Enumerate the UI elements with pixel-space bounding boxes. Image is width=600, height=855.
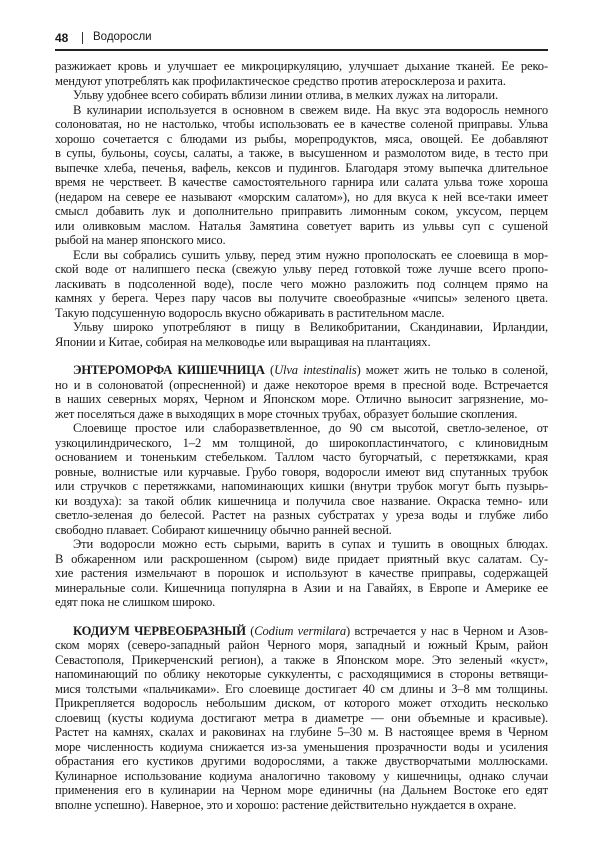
text-line: вполне успешно). Наверное, это и хорошо: растение действительно нуждается в охране. xyxy=(55,797,517,812)
paragraph xyxy=(55,638,548,812)
running-header xyxy=(55,31,548,49)
section-heading-line xyxy=(55,624,548,639)
text-line: выпечке хлеба, печенья, вафель, кексов и пудингов. Благодаря этому выпечка длительное xyxy=(55,160,548,175)
text-line: Прикрепляется водоросль небольшим диском, от которого может отходить несколько xyxy=(55,696,548,710)
text-line: Севастополя, Прикерченский регион), а также в Японском море. Это зеленый «куст», xyxy=(55,652,548,667)
text-line: но и в солоноватой (опресненной) и даже некоторое время в пресной воде. Встречается xyxy=(55,377,548,392)
text-line: рыбой на манер японского мисо. xyxy=(55,233,226,247)
paragraph xyxy=(55,103,548,248)
text-line: мендуют употреблять как профилактическое средство против атеросклероза и рахита. xyxy=(55,73,506,88)
text-line: Такую подсушенную водоросль вкусно обжаривать в растительном масле. xyxy=(55,305,445,320)
text-line: ровные, волнистые или курчавые. Грубо говоря, водоросли имеют вид спутанных трубок xyxy=(55,464,548,479)
paragraph xyxy=(55,320,548,349)
text-line: Эти водоросли можно есть сырыми, варить в супах и тушить в овощных блюдах. xyxy=(73,537,548,551)
text-line: слоевищ (кусты кодиума достигают метра в диаметре — они объемные и красивые). xyxy=(55,710,548,725)
line-text: ) встречается у нас в Черном и Азов- xyxy=(345,623,548,638)
text-line: обрастания его кустиков другими водорослями, а также двустворчатыми моллюсками. xyxy=(55,754,548,768)
text-line: минеральные соли. Кишечница популярна в Азии и на Гавайях, в Европе и Америке ее xyxy=(55,580,548,595)
text-line: море численность кодиума снижается из-за уменьшения прозрачности воды и усиления xyxy=(55,739,548,754)
text-line: применения его в кулинарии на Черном море единичны (на Дальнем Востоке его едят xyxy=(55,783,548,797)
paragraph xyxy=(55,248,548,321)
text-line: В обжаренном или раскрошенном (сыром) виде придает приятный вкус салатам. Су- xyxy=(55,551,548,566)
section-0 xyxy=(55,59,548,349)
paragraph xyxy=(55,537,548,610)
species-name: ЭНТЕРОМОРФА КИШЕЧНИЦА xyxy=(73,363,265,377)
text-line: или оливковым маслом. Наталья Замятина советует варить из ульвы суп с сушеной xyxy=(55,218,548,233)
text-line: Кулинарное использование кодиума аналогично таковому у кишечницы, однако случаи xyxy=(55,768,548,783)
text-line: Ульву удобнее всего собирать вблизи линии отлива, в мелких лужах на литорали. xyxy=(73,88,498,102)
section-1 xyxy=(55,363,548,610)
text-line: Слоевище простое или слаборазветвленное, до 90 см высотой, светло-зеленое, от xyxy=(73,421,548,435)
text-line: смысл добавить лук и дополнительно приправить лимонным соком, уксусом, перцем xyxy=(55,204,548,218)
page-body xyxy=(55,59,548,812)
paren-open: ( xyxy=(245,623,255,638)
text-line: мися толстыми «пальчиками». Его слоевище достигает 40 см длины и 3–8 мм толщины. xyxy=(55,681,548,696)
text-line: основанием и тоненьким стебельком. Таллом часто бугорчатый, с перетяжками, края xyxy=(55,450,548,464)
text-line: хие растения измельчают в порошок и используют в качестве приправы, содержащей xyxy=(55,566,548,580)
text-line: светло-зеленая до белесой. Растет на разных субстратах у уреза воды и глубже либо xyxy=(55,508,548,522)
text-line: Японии и Китае, собирая на мелководье или выращивая на плантациях. xyxy=(55,334,431,349)
section-heading-line xyxy=(55,363,548,378)
latin-name: Ulva intestinalis xyxy=(274,363,357,377)
text-line: едят пока не слишком широко. xyxy=(55,595,216,609)
text-line: камнях у берега. Через пару часов вы получите своеобразные «чипсы» зеленого цвета. xyxy=(55,291,548,305)
text-line: хорошо сочетается с блюдами из рыбы, морепродуктов, мяса, овощей. Ее добавляют xyxy=(55,131,548,146)
line-text: ) может жить не только в соленой, xyxy=(356,363,548,377)
paren-open: ( xyxy=(264,363,275,377)
running-title: Водоросли xyxy=(93,31,152,43)
header-rule xyxy=(55,49,548,51)
text-line: в супы, бульоны, соусы, салаты, а также, в высушенном и размолотом виде, в тесто при xyxy=(55,146,548,160)
text-line: В кулинарии используется в основном в свежем виде. На вкус эта водоросль немного xyxy=(73,102,548,117)
text-line: напоминающий по облику некоторые суккуленты, с расходящимися в стороны ветвящи- xyxy=(55,667,548,681)
text-line: ском морях (северо-западный район Черного моря, западный и южный Крым, район xyxy=(55,638,548,652)
paragraph xyxy=(55,421,548,537)
paragraph xyxy=(55,59,548,88)
text-line: (недаром на севере ее называют «морским салатом»), но для вкуса к ней все-таки имеет xyxy=(55,189,548,204)
paragraph xyxy=(55,88,548,103)
text-line: свободно плавает. Собирают кишечницу обычно ранней весной. xyxy=(55,522,392,537)
text-line: разжижает кровь и улучшает ее микроциркуляцию, улучшает дыхание тканей. Ее реко- xyxy=(55,59,548,73)
text-line: ской воде от налипшего песка (свежую ульву перед готовкой тоже лучше всего пропо- xyxy=(55,262,548,276)
paragraph xyxy=(55,378,548,422)
header-separator xyxy=(82,32,83,44)
text-line: в наших северных морях, Черном и Японском море. Отлично выносит загрязнение, мо- xyxy=(55,392,548,406)
latin-name: Codium vermilara xyxy=(254,623,346,638)
species-name: КОДИУМ ЧЕРВЕОБРАЗНЫЙ xyxy=(73,623,246,638)
text-line: Растет на камнях, скалах и раковинах на глубине 5–30 м. В настоящее время в Черном xyxy=(55,725,548,739)
text-line: Ульву широко употребляют в пищу в Великобритании, Скандинавии, Ирландии, xyxy=(73,320,548,334)
text-line: жет поселяться даже в выходящих в море сточных трубах, образует большие скопления. xyxy=(55,406,518,421)
text-line: ласкивать в подсоленной воде), после чего можно разложить под солнцем прямо на xyxy=(55,276,548,291)
page-number: 48 xyxy=(55,31,69,45)
section-2 xyxy=(55,624,548,813)
text-line: или стручков с перетяжками, напоминающих кишки (внутри трубок могут быть пузырь- xyxy=(55,479,548,493)
text-line: Если вы собрались сушить ульву, перед этим нужно прополоскать ее слоевища в мор- xyxy=(73,247,548,262)
text-line: ки воздуха): за такой облик кишечница и получила свое название. Окраска темно- или xyxy=(55,493,548,508)
text-line: время не черствеет. В качестве самостоятельного гарнира или салата ульва тоже хороша xyxy=(55,175,548,189)
text-line: солоноватая, но не настолько, чтобы использовать ее в качестве соленой приправы. Ульва xyxy=(55,117,548,131)
text-line: узкоцилиндрического, 1–2 мм толщиной, до широкопластинчатого, с клиновидным xyxy=(55,435,548,450)
